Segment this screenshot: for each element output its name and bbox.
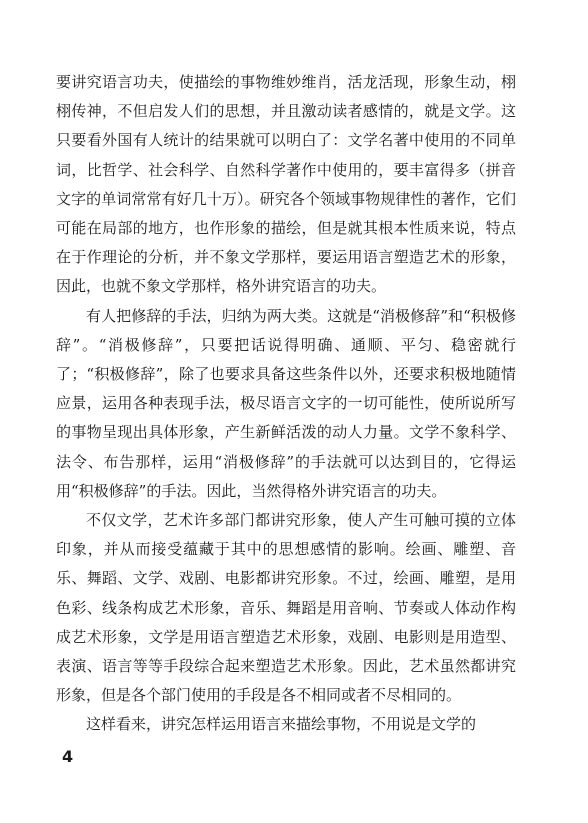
paragraph-3: 不仅文学，艺术许多部门都讲究形象，使人产生可触可摸的立体印象，并从而接受蕴藏于其中的思想感情的影响。绘画、雕塑、音乐、舞蹈、文学、戏剧、电影都讲究形象。不过，绘画、雕塑，是用色彩、线条构成艺术形象，音乐、舞蹈是用音响、节奏或人体动作构成艺术形象，文学是用语言塑造艺术形象，戏剧、电影则是用造型、表演、语言等等手段综合起来塑造艺术形象。因此，艺术虽然都讲究形象，但是各个部门使用的手段是各不相同或者不尽相同的。 <box>56 511 516 705</box>
paragraph-1: 要讲究语言功夫，使描绘的事物维妙维肖，活龙活现，形象生动，栩栩传神，不但启发人们的思想，并且激动读者感情的，就是文学。这只要看外国有人统计的结果就可以明白了：文学名著中使用的不同单词，比哲学、社会科学、自然科学著作中使用的，要丰富得多（拼音文字的单词常常有好几十万）。研究各个领域事物规律性的著作，它们可能在局部的地方，也作形象的描绘，但是就其根本性质来说，特点在于作理论的分析，并不象文学那样，要运用语言塑造艺术的形象，因此，也就不象文学那样，格外讲究语言的功夫。 <box>56 73 516 296</box>
paragraph-2: 有人把修辞的手法，归纳为两大类。这就是“消极修辞”和“积极修辞”。“消极修辞”，只要把话说得明确、通顺、平匀、稳密就行了；“积极修辞”，除了也要求具备这些条件以外，还要求积极地随情应景，运用各种表现手法，极尽语言文字的一切可能性，使所说所写的事物呈现出具体形象，产生新鲜活泼的动人力量。文学不象科学、法令、布告那样，运用“消极修辞”的手法就可以达到目的，它得运用“积极修辞”的手法。因此，当然得格外讲究语言的功夫。 <box>56 306 516 500</box>
page-number: 4 <box>62 747 74 766</box>
paragraph-4: 这样看来，讲究怎样运用语言来描绘事物，不用说是文学的 <box>86 715 477 734</box>
body-text <box>56 68 516 740</box>
